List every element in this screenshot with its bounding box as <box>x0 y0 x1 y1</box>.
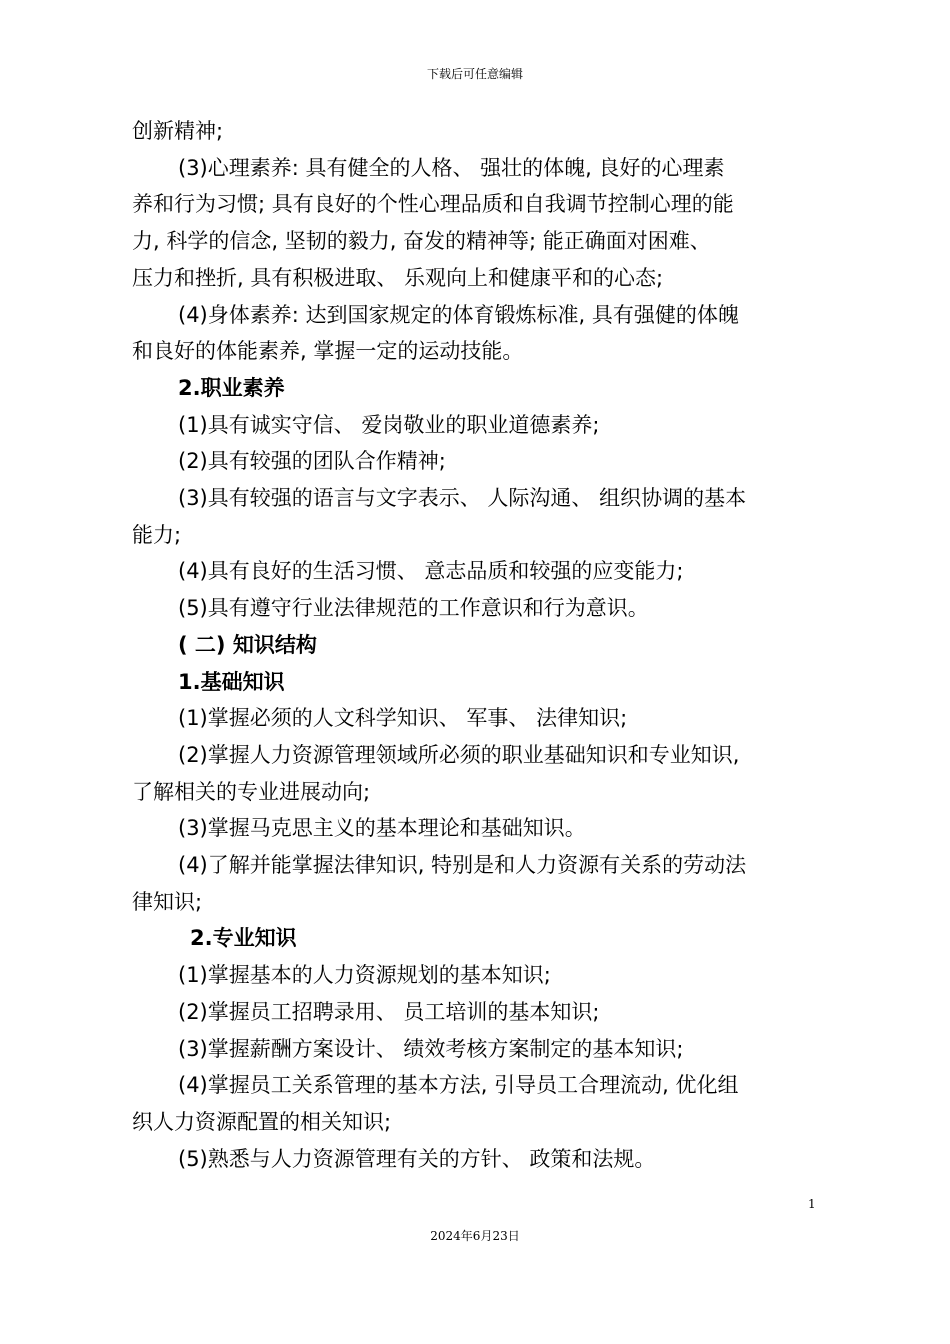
document-body <box>132 113 820 1177</box>
page-number: 1 <box>808 1197 816 1211</box>
paragraph-line: (2)掌握员工招聘录用、 员工培训的基本知识; <box>178 999 600 1024</box>
paragraph-line: (4)了解并能掌握法律知识, 特别是和人力资源有关系的劳动法 <box>178 853 747 878</box>
paragraph-line: 创新精神; <box>132 119 224 143</box>
paragraph-line: (1)掌握基本的人力资源规划的基本知识; <box>178 963 551 988</box>
paragraph-line: 能力; <box>132 522 182 547</box>
paragraph-line: (1)掌握必须的人文科学知识、 军事、 法律知识; <box>178 706 628 731</box>
section-heading: 2.专业知识 <box>190 926 297 951</box>
paragraph-line: 织人力资源配置的相关知识; <box>132 1109 392 1134</box>
section-heading: 2.职业素养 <box>178 375 285 400</box>
paragraph-line: 压力和挫折, 具有积极进取、 乐观向上和健康平和的心态; <box>132 265 664 290</box>
paragraph-line: (2)具有较强的团队合作精神; <box>178 449 446 474</box>
paragraph-line: (1)具有诚实守信、 爱岗敬业的职业道德素养; <box>178 412 600 437</box>
paragraph-line: (5)熟悉与人力资源管理有关的方针、 政策和法规。 <box>178 1146 656 1171</box>
paragraph-line: (5)具有遵守行业法律规范的工作意识和行为意识。 <box>178 596 649 621</box>
paragraph-line: 律知识; <box>132 889 203 914</box>
paragraph-line: 养和行为习惯; 具有良好的个性心理品质和自我调节控制心理的能 <box>132 192 734 217</box>
section-heading: ( 二) 知识结构 <box>178 632 317 657</box>
paragraph-line: (3)掌握薪酬方案设计、 绩效考核方案制定的基本知识; <box>178 1036 684 1061</box>
paragraph-line: (3)掌握马克思主义的基本理论和基础知识。 <box>178 816 586 841</box>
paragraph-line: 了解相关的专业进展动向; <box>132 779 371 804</box>
paragraph-line: (2)掌握人力资源管理领域所必须的职业基础知识和专业知识, <box>178 742 740 767</box>
paragraph-line: 和良好的体能素养, 掌握一定的运动技能。 <box>132 339 524 364</box>
section-heading: 1.基础知识 <box>178 669 285 694</box>
paragraph-line: (4)身体素养: 达到国家规定的体育锻炼标准, 具有强健的体魄 <box>178 302 739 327</box>
paragraph-line: (4)具有良好的生活习惯、 意志品质和较强的应变能力; <box>178 559 684 584</box>
page-footer-date: 2024年6月23日 <box>430 1229 520 1243</box>
page-header: 下载后可任意编辑 <box>426 67 523 81</box>
paragraph-line: 力, 科学的信念, 坚韧的毅力, 奋发的精神等; 能正确面对困难、 <box>132 229 711 254</box>
paragraph-line: (3)心理素养: 具有健全的人格、 强壮的体魄, 良好的心理素 <box>178 155 725 180</box>
paragraph-line: (4)掌握员工关系管理的基本方法, 引导员工合理流动, 优化组 <box>178 1073 739 1098</box>
paragraph-line: (3)具有较强的语言与文字表示、 人际沟通、 组织协调的基本 <box>178 486 747 511</box>
